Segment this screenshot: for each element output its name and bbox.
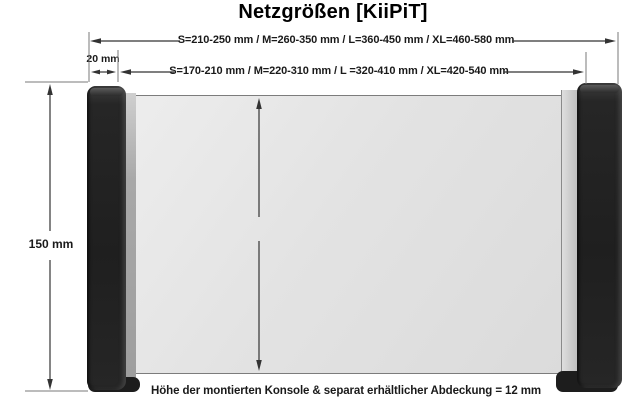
footer-note: Höhe der montierten Konsole & separat erhältlicher Abdeckung = 12 mm [151,385,541,397]
console-width-label: 20 mm [86,53,120,65]
arrowheads [47,38,616,390]
console-height-label: 150 mm [28,237,74,251]
diagram-title: Netzgrößen [KiiPiT] [238,1,428,23]
inner-width-dimension-label: S=170-210 mm / M=220-310 mm / L =320-410 mm / XL=420-540 mm [169,65,509,77]
outer-width-dimension-label: S=210-250 mm / M=260-350 mm / L=360-450 mm / XL=460-580 mm [177,34,515,46]
